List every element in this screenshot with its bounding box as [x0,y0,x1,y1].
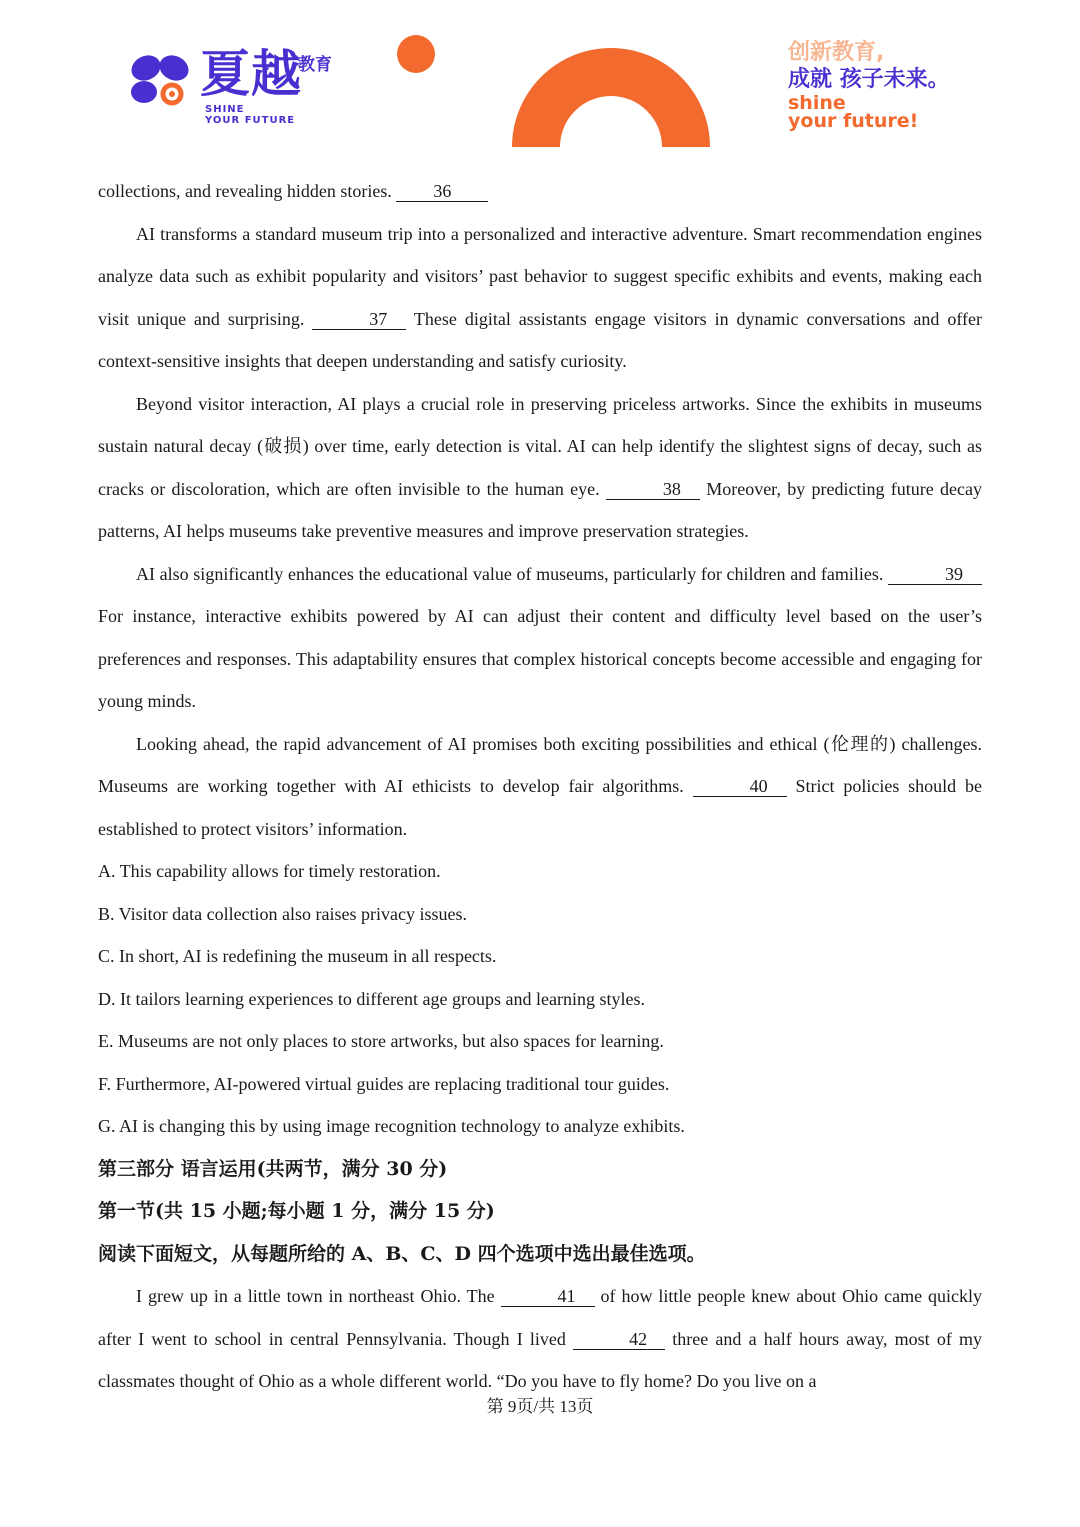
paragraph-0 [98,170,982,213]
paragraph-text: Looking ahead, the rapid advancement of AI promises both exciting possibilities and ethical (伦理的) challenges. Museums are working together with AI ethicists to develop fair algorithms. [98,733,982,796]
option-d: D. It tailors learning experiences to different age groups and learning styles. [98,988,645,1009]
brand-tagline [205,104,295,126]
paragraph-text: I grew up in a little town in northeast Ohio. The [136,1286,501,1306]
blank-40: 40 [693,776,787,797]
orange-arch-decoration [512,47,710,147]
blank-42: 42 [573,1329,665,1350]
paragraph-text: For instance, interactive exhibits powered by AI can adjust their content and difficulty level based on the user’s preferences and responses. This adaptability ensures that complex historical concepts become accessible and engaging for young minds. [98,606,982,711]
option-f: F. Furthermore, AI-powered virtual guides are replacing traditional tour guides. [98,1073,670,1094]
paragraph-5 [98,1275,982,1403]
section-instruction: 阅读下面短文，从每题所给的 A、B、C、D 四个选项中选出最佳选项。 [98,1242,706,1265]
blank-36: 36 [396,181,488,202]
slogan-line-2: 成就 孩子未来。 [788,67,950,92]
slogan-block [788,40,988,130]
part-three-heading: 第三部分 语言运用(共两节，满分 30 分) [98,1157,448,1180]
paragraph-text: of how little people knew about Ohio came quickly after I went to school in central Pennsylvania. Though I lived [98,1286,982,1349]
slogan-line-1: 创新教育, [788,40,885,65]
slogan-line-3: shine [788,92,846,114]
paragraph-text: Moreover, by predicting future decay patterns, AI helps museums take preventive measures and improve preservation strategies. [98,478,982,541]
section-one-heading: 第一节(共 15 小题;每小题 1 分，满分 15 分) [98,1200,495,1222]
option-a: A. This capability allows for timely restoration. [98,861,441,881]
paragraph-text: Beyond visitor interaction, AI plays a crucial role in preserving priceless artworks. Since the exhibits in museums sustain natural decay (破损) over time, early detection is vital. AI can help identify the slightest signs of decay, such as cracks or discoloration, which are often invisible to the human eye. [98,393,982,499]
blank-41: 41 [501,1286,595,1307]
option-e: E. Museums are not only places to store artworks, but also spaces for learning. [98,1031,664,1051]
paragraph-3 [98,553,982,723]
page-header [0,0,1080,160]
document-body [98,170,982,1403]
options-list [98,850,982,1148]
paragraph-text: Strict policies should be established to protect visitors’ information. [98,776,983,839]
brand-tagline-1: SHINE [205,104,245,115]
paragraph-4 [98,723,982,851]
paragraph-text: three and a half hours away, most of my classmates thought of Ohio as a whole different world. “Do you have to fly home? Do you live on a [98,1328,982,1391]
paragraph-text: AI transforms a standard museum trip into a personalized and interactive adventure. Smart recommendation engines analyze data such as exhibit popularity and visitors’ past behavior to suggest specific exhibits and events, making each visit unique and surprising. [98,223,982,329]
butterfly-logo-icon [128,52,192,112]
brand-name: 夏越 [200,45,302,103]
blank-38: 38 [606,479,700,500]
option-c: C. In short, AI is redefining the museum in all respects. [98,946,497,966]
paragraph-1 [98,213,982,383]
brand-logo [128,44,348,134]
slogan-line-4: your future! [788,110,919,132]
paragraph-text: These digital assistants engage visitors in dynamic conversations and offer context-sensitive insights that deepen understanding and satisfy curiosity. [98,308,982,371]
paragraph-text: AI also significantly enhances the educational value of museums, particularly for children and families. [136,563,888,584]
brand-tagline-2: YOUR FUTURE [205,115,296,126]
paragraph-text: collections, and revealing hidden stories. [98,181,397,201]
option-g: G. AI is changing this by using image recognition technology to analyze exhibits. [98,1116,685,1136]
option-b: B. Visitor data collection also raises privacy issues. [98,903,468,924]
brand-edu: 教育 [298,55,332,75]
orange-dot-decoration [397,35,435,73]
paragraph-2 [98,383,982,553]
blank-37: 37 [312,309,406,330]
page-number: 第 9页/共 13页 [486,1397,594,1416]
blank-39: 39 [888,564,982,585]
